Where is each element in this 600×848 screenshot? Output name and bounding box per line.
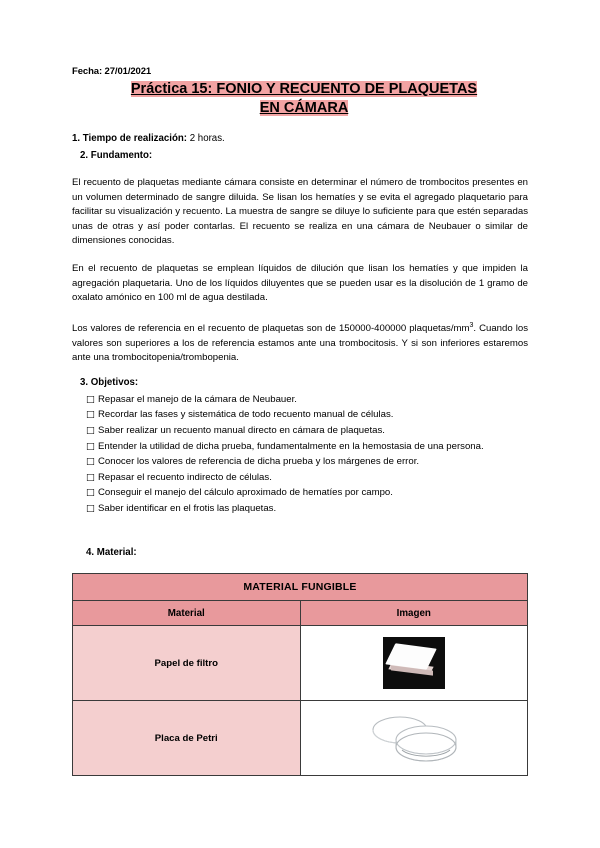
section-heading-tiempo-label: 1. Tiempo de realización: (72, 133, 188, 144)
page-title (72, 80, 528, 118)
section-heading-tiempo (72, 132, 528, 145)
table-title-row (73, 574, 528, 601)
material-name-cell: Papel de filtro (73, 626, 301, 701)
bullet-box-icon: □ (86, 487, 95, 499)
objetivo-text: Repasar el manejo de la cámara de Neubauer. (98, 393, 297, 405)
bullet-box-icon: □ (86, 456, 95, 468)
fundamento-paragraph-3-superscript: 3 (469, 321, 474, 329)
list-item (72, 486, 528, 501)
image-container (301, 626, 528, 700)
material-name-cell: Placa de Petri (73, 701, 301, 776)
table-header-row (73, 601, 528, 626)
list-item (72, 455, 528, 470)
objetivo-text: Saber identificar en el frotis las plaquetas. (98, 502, 277, 514)
column-header-material: Material (73, 601, 301, 626)
fundamento-paragraph-3 (72, 319, 528, 366)
image-container (301, 701, 528, 775)
fundamento-paragraph-1: El recuento de plaquetas mediante cámara consiste en determinar el número de trombocitos presentes en un volumen determinado de sangre diluida. Se lisan los hematíes y se evita el agregado plaquetario para facilitar su visualización y recuento. La muestra de sangre se diluye lo suficiente para que estén separadas unas de otras y así poder contarlas. El recuento se realiza en una cámara de Neubauer o similar de dimensiones conocidas. (72, 177, 528, 247)
bullet-box-icon: □ (86, 471, 95, 483)
section-heading-objetivos: 3. Objetivos: (80, 376, 139, 388)
fundamento-paragraph-3-part-1: Los valores de referencia en el recuento de plaquetas son de 150000-400000 plaquetas/mm (72, 322, 470, 334)
objetivo-text: Entender la utilidad de dicha prueba, fundamentalmente en la hemostasia de una persona. (98, 440, 484, 452)
document-content (72, 66, 528, 776)
objetivo-text: Conocer los valores de referencia de dicha prueba y los márgenes de error. (98, 456, 420, 468)
objetivo-text: Conseguir el manejo del cálculo aproximado de hematíes por campo. (98, 487, 393, 499)
fundamento-paragraph-3-part-2: . Cuando los valores son superiores a los de referencia estamos ante una trombocitosis. Y si son inferiores estaremos ante una trombocitopenia/trombopenia. (72, 322, 528, 364)
list-item (72, 502, 528, 517)
table-row (73, 701, 528, 776)
column-header-imagen: Imagen (300, 601, 528, 626)
page-title-line-2: EN CÁMARA (259, 100, 349, 116)
fundamento-paragraph-2: En el recuento de plaquetas se emplean líquidos de dilución que lisan los hematíes y que impiden la agregación plaquetaria. Uno de los líquidos diluyentes que se pueden usar es la disolución de 1 gramo de oxalato amónico en 100 ml de agua destilada. (72, 262, 528, 304)
filter-paper-icon (383, 637, 445, 689)
objetivo-text: Recordar las fases y sistemática de todo recuento manual de células. (98, 409, 394, 421)
page-title-line-1: Práctica 15: FONIO Y RECUENTO DE PLAQUETAS (130, 81, 478, 97)
table-title-cell: MATERIAL FUNGIBLE (73, 574, 528, 601)
section-heading-fundamento: 2. Fundamento: (80, 150, 153, 161)
bullet-box-icon: □ (86, 440, 95, 452)
list-item (72, 424, 528, 439)
petri-dish-icon (366, 710, 462, 766)
bullet-box-icon: □ (86, 424, 95, 436)
list-item (72, 393, 528, 408)
bullet-box-icon: □ (86, 502, 95, 514)
section-tiempo-value: 2 horas. (187, 133, 225, 144)
section-heading-material: 4. Material: (86, 547, 137, 559)
objetivo-text: Repasar el recuento indirecto de células. (98, 471, 272, 483)
bullet-box-icon: □ (86, 409, 95, 421)
list-item (72, 471, 528, 486)
date-label: Fecha: 27/01/2021 (72, 66, 152, 77)
material-fungible-table (72, 573, 528, 776)
list-item (72, 408, 528, 423)
bullet-box-icon: □ (86, 393, 95, 405)
material-image-cell (300, 626, 528, 701)
objetivos-list (72, 393, 528, 517)
table-row (73, 626, 528, 701)
list-item (72, 440, 528, 455)
material-image-cell (300, 701, 528, 776)
objetivo-text: Saber realizar un recuento manual directo en cámara de plaquetas. (98, 424, 385, 436)
